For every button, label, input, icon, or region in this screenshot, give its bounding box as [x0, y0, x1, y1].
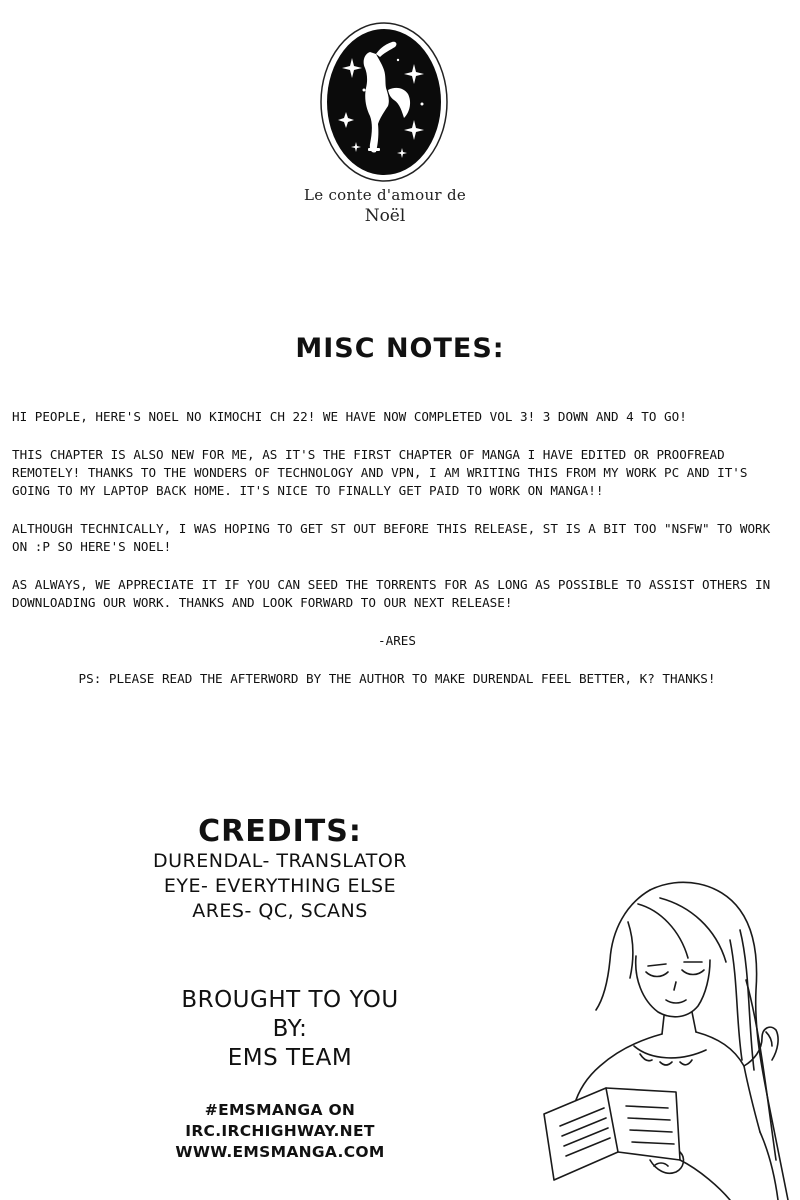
notes-paragraph: AS ALWAYS, WE APPRECIATE IT IF YOU CAN SEED THE TORRENTS FOR AS LONG AS POSSIBLE TO ASSIST OTHERS IN DOWNLOADING OUR WORK. THANKS AND LOOK FORWARD TO OUR NEXT RELEASE! — [12, 577, 771, 610]
notes-signature: -ARES — [378, 633, 416, 648]
logo-caption-line1: Le conte d'amour de — [303, 186, 467, 204]
logo-caption — [280, 186, 490, 226]
notes-paragraph: THIS CHAPTER IS ALSO NEW FOR ME, AS IT'S THE FIRST CHAPTER OF MANGA I HAVE EDITED OR PROOFREAD REMOTELY! THANKS TO THE WONDERS OF TECHNOLOGY AND VPN, I AM WRITING THIS FROM MY WORK PC AND IT'S GOING TO MY LAPTOP BACK HOME. IT'S NICE TO FINALLY GET PAID TO WORK ON MANGA!! — [12, 447, 748, 498]
website-url: WWW.EMSMANGA.COM — [175, 1143, 385, 1161]
girl-reading-book-illustration-icon — [530, 870, 800, 1200]
irc-server: IRC.IRCHIGHWAY.NET — [185, 1122, 375, 1140]
contact-block — [150, 1100, 410, 1163]
credit-line: EYE- EVERYTHING ELSE — [163, 875, 397, 897]
irc-channel: #EMSMANGA ON — [204, 1101, 356, 1119]
notes-paragraph: HI PEOPLE, HERE'S NOEL NO KIMOCHI CH 22! WE HAVE NOW COMPLETED VOL 3! 3 DOWN AND 4 TO GO! — [12, 409, 687, 424]
brought-line3: EMS TEAM — [227, 1045, 353, 1071]
notes-ps: PS: PLEASE READ THE AFTERWORD BY THE AUTHOR TO MAKE DURENDAL FEEL BETTER, K? THANKS! — [78, 671, 716, 686]
credits-block — [130, 815, 430, 924]
misc-notes-body — [12, 408, 782, 708]
credit-line: ARES- QC, SCANS — [192, 900, 368, 922]
logo-caption-line2: Noël — [364, 206, 406, 226]
figure-skater-oval-emblem-icon — [318, 20, 450, 184]
brought-to-you-block — [130, 986, 450, 1073]
credits-title: CREDITS: — [198, 814, 362, 849]
brought-line2: BY: — [272, 1016, 308, 1042]
brought-line1: BROUGHT TO YOU — [181, 987, 399, 1013]
credit-line: DURENDAL- TRANSLATOR — [152, 850, 407, 872]
notes-paragraph: ALTHOUGH TECHNICALLY, I WAS HOPING TO GET ST OUT BEFORE THIS RELEASE, ST IS A BIT TOO "NSFW" TO WORK ON :P SO HERE'S NOEL! — [12, 521, 771, 554]
misc-notes-title: MISC NOTES: — [295, 333, 505, 364]
